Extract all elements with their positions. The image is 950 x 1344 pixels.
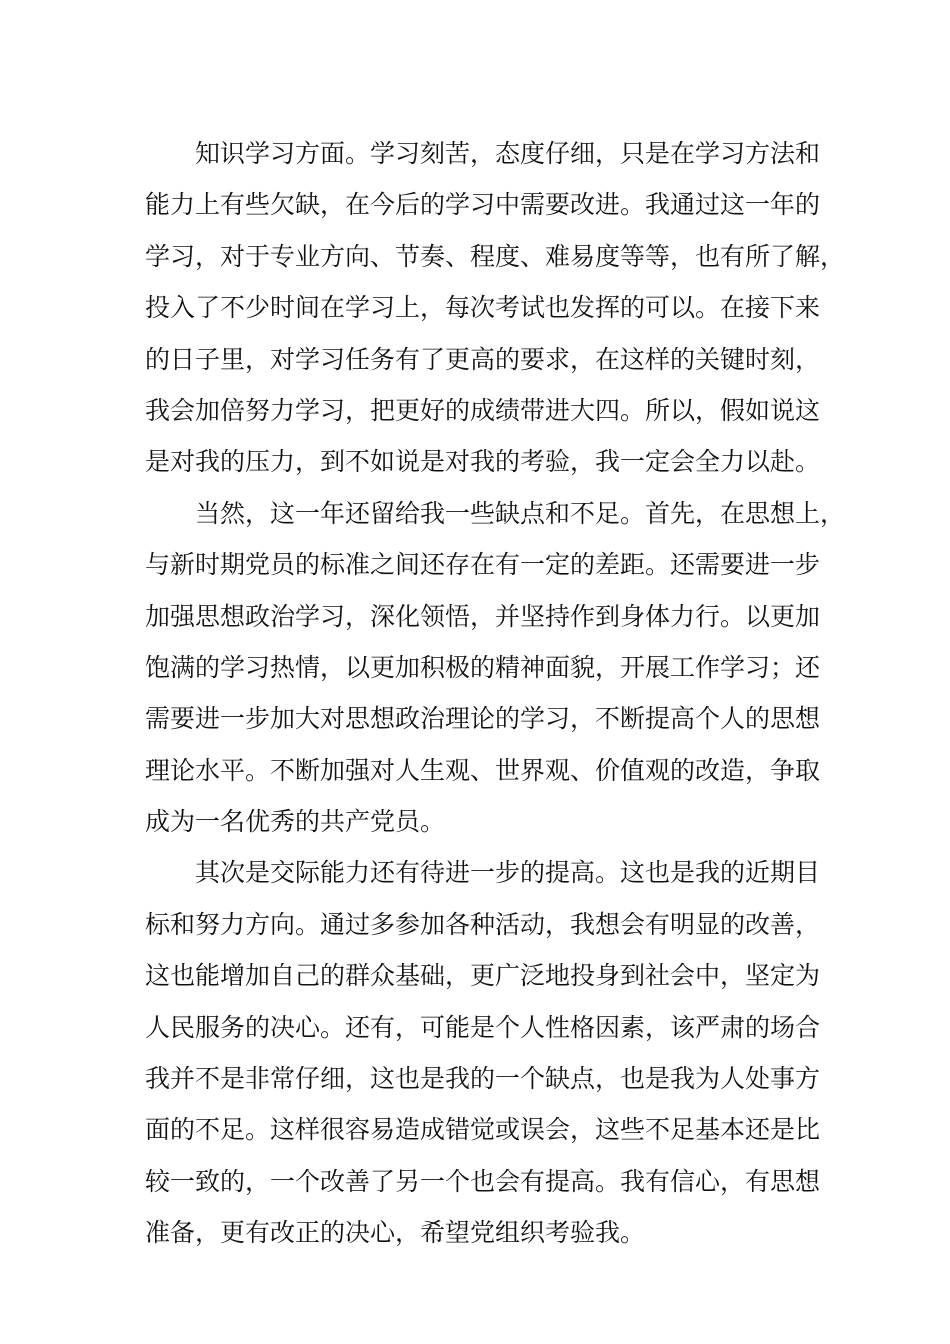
text-line: 标和努力方向。通过多参加各种活动，我想会有明显的改善， — [145, 909, 821, 939]
text-line: 我并不是非常仔细，这也是我的一个缺点，也是我为人处事方 — [145, 1064, 821, 1094]
text-line: 饱满的学习热情，以更加积极的精神面貌，开展工作学习；还 — [145, 652, 821, 682]
text-line: 投入了不少时间在学习上，每次考试也发挥的可以。在接下来 — [145, 293, 821, 323]
text-line: 这也能增加自己的群众基础，更广泛地投身到社会中，坚定为 — [145, 961, 821, 991]
paragraph-study — [145, 128, 846, 488]
text-line: 理论水平。不断加强对人生观、世界观、价值观的改造，争取 — [145, 755, 821, 785]
text-line: 的日子里，对学习任务有了更高的要求，在这样的关键时刻， — [145, 344, 821, 374]
paragraph-shortcomings — [145, 488, 846, 848]
text-line: 人民服务的决心。还有，可能是个人性格因素，该严肃的场合 — [145, 1012, 821, 1042]
text-line: 知识学习方面。学习刻苦，态度仔细，只是在学习方法和 — [195, 139, 821, 168]
text-line: 准备，更有改正的决心，希望党组织考验我。 — [145, 1218, 646, 1248]
text-line: 与新时期党员的标准之间还存在有一定的差距。还需要进一步 — [145, 550, 821, 580]
paragraph-communication — [145, 847, 825, 1258]
text-line: 当然，这一年还留给我一些缺点和不足。首先，在思想上， — [195, 498, 846, 528]
text-line: 成为一名优秀的共产党员。 — [145, 807, 446, 837]
text-line: 较一致的，一个改善了另一个也会有提高。我有信心，有思想 — [145, 1166, 821, 1196]
text-line: 是对我的压力，到不如说是对我的考验，我一定会全力以赴。 — [145, 447, 821, 477]
document-body — [145, 128, 846, 1259]
text-line: 加强思想政治学习，深化领悟，并坚持作到身体力行。以更加 — [145, 601, 821, 631]
text-line: 其次是交际能力还有待进一步的提高。这也是我的近期目 — [195, 858, 821, 888]
text-line: 能力上有些欠缺，在今后的学习中需要改进。我通过这一年的 — [145, 190, 821, 220]
text-line: 学习，对于专业方向、节奏、程度、难易度等等，也有所了解， — [145, 241, 846, 271]
text-line: 我会加倍努力学习，把更好的成绩带进大四。所以，假如说这 — [145, 395, 821, 425]
text-line: 面的不足。这样很容易造成错觉或误会，这些不足基本还是比 — [145, 1115, 821, 1145]
text-line: 需要进一步加大对思想政治理论的学习，不断提高个人的思想 — [145, 704, 821, 734]
